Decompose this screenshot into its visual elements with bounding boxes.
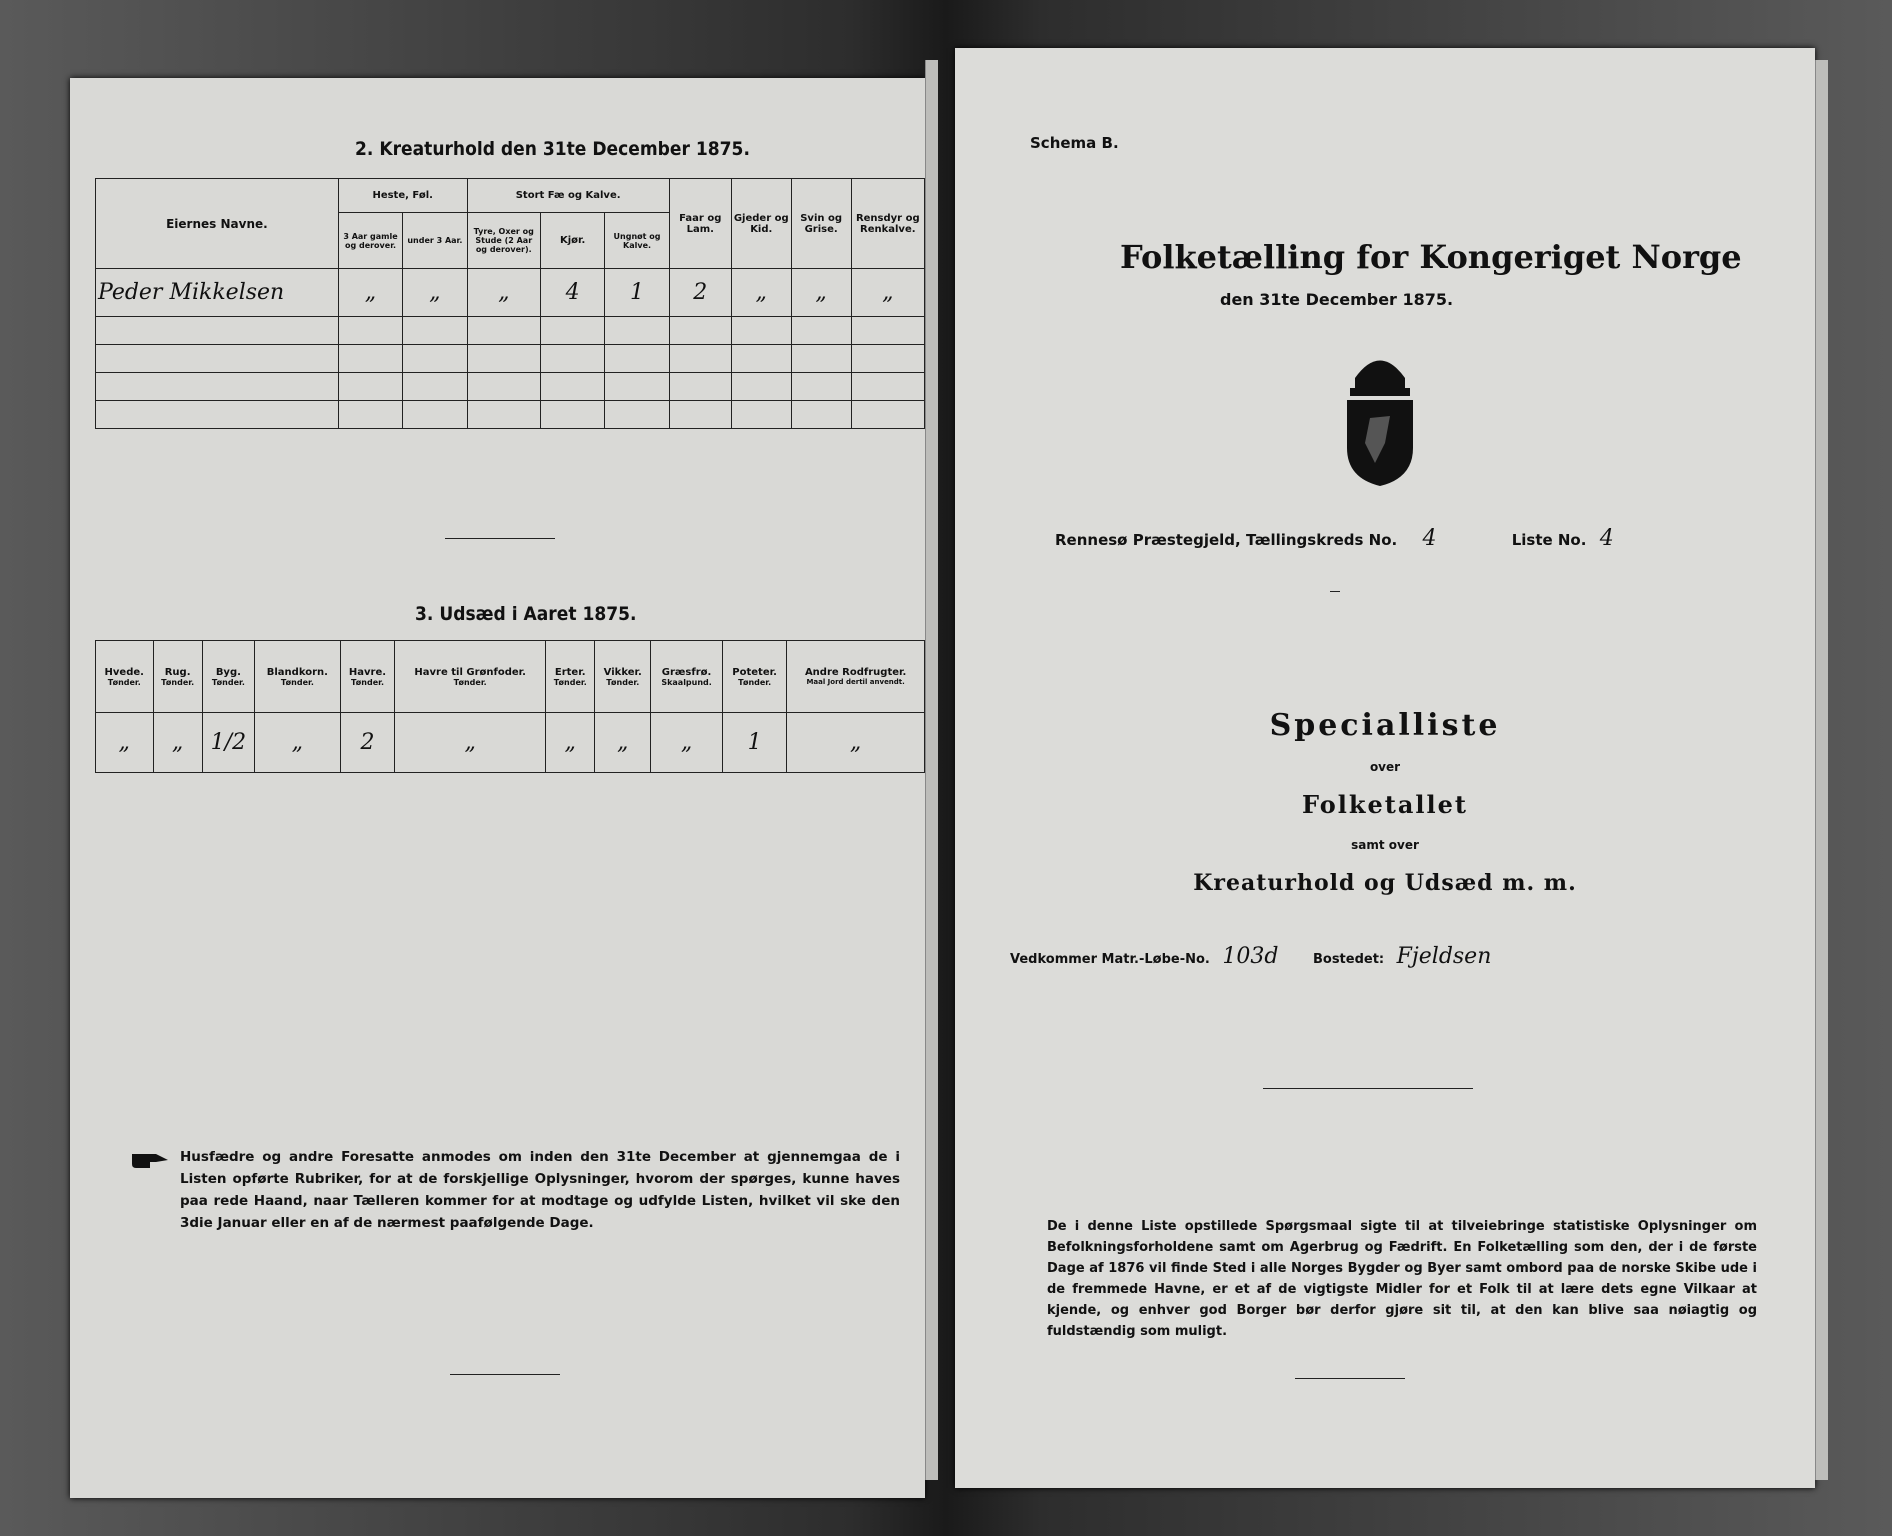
divider [450,1374,560,1375]
table-row [96,713,925,773]
seed-col-unit: Maal Jord dertil anvendt. [806,678,905,686]
seed-value-cell: „ [595,713,651,773]
seed-col-unit: Skaalpund. [661,677,712,687]
matr-label: Vedkommer Matr.-Løbe-No. [1010,952,1210,967]
seed-value-cell: „ [546,713,595,773]
seed-col-header [546,641,595,713]
seed-col-unit: Tønder. [453,677,487,687]
seed-col-unit: Tønder. [211,677,245,687]
seed-col-header [340,641,395,713]
seed-value-cell: 2 [340,713,395,773]
value-cell: 2 [669,269,731,317]
seed-value-cell: 1 [723,713,787,773]
seed-col-unit: Tønder. [161,677,195,687]
seed-col-label: Havre til Grønfoder. [414,666,526,678]
seed-col-label: Byg. [215,666,241,678]
seed-col-unit: Tønder. [606,677,640,687]
seed-col-label: Andre Rodfrugter. [804,667,907,678]
liste-label: Liste No. [1511,531,1587,549]
col-svin: Svin og Grise. [791,179,851,269]
stort-fae-group-header: Stort Fæ og Kalve. [467,179,669,213]
col-faar: Faar og Lam. [669,179,731,269]
owner-name-cell: Peder Mikkelsen [96,269,339,317]
seed-col-label: Blandkorn. [266,666,328,678]
seed-col-header [395,641,546,713]
seed-value-cell: „ [395,713,546,773]
seed-col-label: Poteter. [732,666,777,678]
seed-col-label: Erter. [554,666,586,678]
value-cell: „ [338,269,402,317]
seed-col-header [202,641,254,713]
matr-value: 103d [1222,944,1279,969]
page-edge [1815,60,1828,1480]
value-cell: 1 [605,269,669,317]
col-ungnot: Ungnøt og Kalve. [605,213,669,269]
seed-col-unit: Tønder. [553,677,587,687]
specialliste-title: Specialliste [1269,708,1501,743]
section3-title: 3. Udsæd i Aaret 1875. [415,603,637,625]
district-number: 4 [1422,526,1437,551]
value-cell: „ [467,269,540,317]
table-row [96,401,925,429]
pointing-hand-icon [130,1148,170,1172]
owner-name-header: Eiernes Navne. [96,179,339,269]
seed-col-label: Hvede. [104,666,144,678]
value-cell: „ [851,269,924,317]
seed-value-cell: „ [96,713,154,773]
seed-col-header [153,641,202,713]
district-line [1055,526,1614,551]
seed-table [95,640,925,773]
seed-value-cell: „ [255,713,341,773]
table-row [96,317,925,345]
seed-value-cell: „ [153,713,202,773]
divider [1330,591,1340,592]
seed-value-cell: 1/2 [202,713,254,773]
samt-over-text: samt over [1351,838,1419,852]
divider [1295,1378,1405,1379]
folketallet-title: Folketallet [1302,790,1468,819]
right-page [955,48,1815,1488]
seed-col-label: Rug. [164,666,191,678]
date-line: den 31te December 1875. [1220,290,1454,309]
seed-col-unit: Tønder. [107,677,141,687]
value-cell: „ [731,269,791,317]
seed-col-header [595,641,651,713]
seed-value-cell: „ [787,713,925,773]
col-rensdyr: Rensdyr og Renkalve. [851,179,924,269]
seed-col-label: Vikker. [603,666,642,678]
bostedet-value: Fjeldsen [1396,944,1492,969]
table-row [96,269,925,317]
seed-col-header [255,641,341,713]
district-label: Rennesø Præstegjeld, Tællingskreds No. [1055,531,1398,549]
over-text: over [1369,760,1401,774]
main-title: Folketælling for Kongeriget Norge [1120,238,1742,276]
col-kjor: Kjør. [540,213,604,269]
bostedet-label: Bostedet: [1312,952,1385,967]
seed-col-label: Græsfrø. [661,666,712,678]
col-tyre: Tyre, Oxer og Stude (2 Aar og derover). [467,213,540,269]
seed-col-label: Havre. [348,666,387,678]
divider [1263,1088,1473,1089]
explanation-paragraph: De i denne Liste opstillede Spørgsmaal sigte til at tilveiebringe statistiske Oplysninger om Befolkningsforholdene samt om Agerbrug og Fædrift. En Folketælling som den, der i de første Dage af 1876 vil finde Sted i alle Norges Bygder og Byer samt ombord paa de norske Skibe ude i de fremmede Havne, er et af de vigtigste Midler for et Folk til at lære dets egne Vilkaar at kjende, og enhver god Borger bør derfor gjøre sit til, at den kan blive saa nøiagtig og fuldstændig som muligt. [1047,1219,1757,1339]
table-row [96,373,925,401]
seed-col-unit: Tønder. [280,677,314,687]
coat-of-arms-icon [1335,348,1425,488]
seed-value-cell: „ [651,713,723,773]
liste-number: 4 [1599,526,1614,551]
value-cell: „ [791,269,851,317]
seed-col-unit: Tønder. [738,677,772,687]
table-row [96,345,925,373]
seed-col-header [96,641,154,713]
section2-title: 2. Kreaturhold den 31te December 1875. [355,138,750,160]
heste-group-header: Heste, Føl. [338,179,467,213]
value-cell: 4 [540,269,604,317]
seed-col-header [787,641,925,713]
notice-text: Husfædre og andre Foresatte anmodes om inden den 31te December at gjennemgaa de i Listen opførte Rubriker, for at de forskjellige Oplysninger, hvorom der spørges, kunne haves paa rede Haand, naar Tælleren kommer for at modtage og udfylde Listen, hvilket vil ske den 3die Januar eller en af de nærmest paafølgende Dage. [180,1149,900,1231]
seed-col-header [651,641,723,713]
col-gjeder: Gjeder og Kid. [731,179,791,269]
divider [445,538,555,539]
page-edge [925,60,938,1480]
seed-col-header [723,641,787,713]
kreaturhold-title: Kreaturhold og Udsæd m. m. [1193,870,1577,896]
col-heste-3aar: 3 Aar gamle og derover. [338,213,402,269]
livestock-table [95,178,925,429]
left-page [70,78,925,1498]
matr-line [1010,944,1491,969]
value-cell: „ [403,269,467,317]
seed-col-unit: Tønder. [350,677,384,687]
schema-label: Schema B. [1030,134,1119,152]
col-heste-under3: under 3 Aar. [403,213,467,269]
